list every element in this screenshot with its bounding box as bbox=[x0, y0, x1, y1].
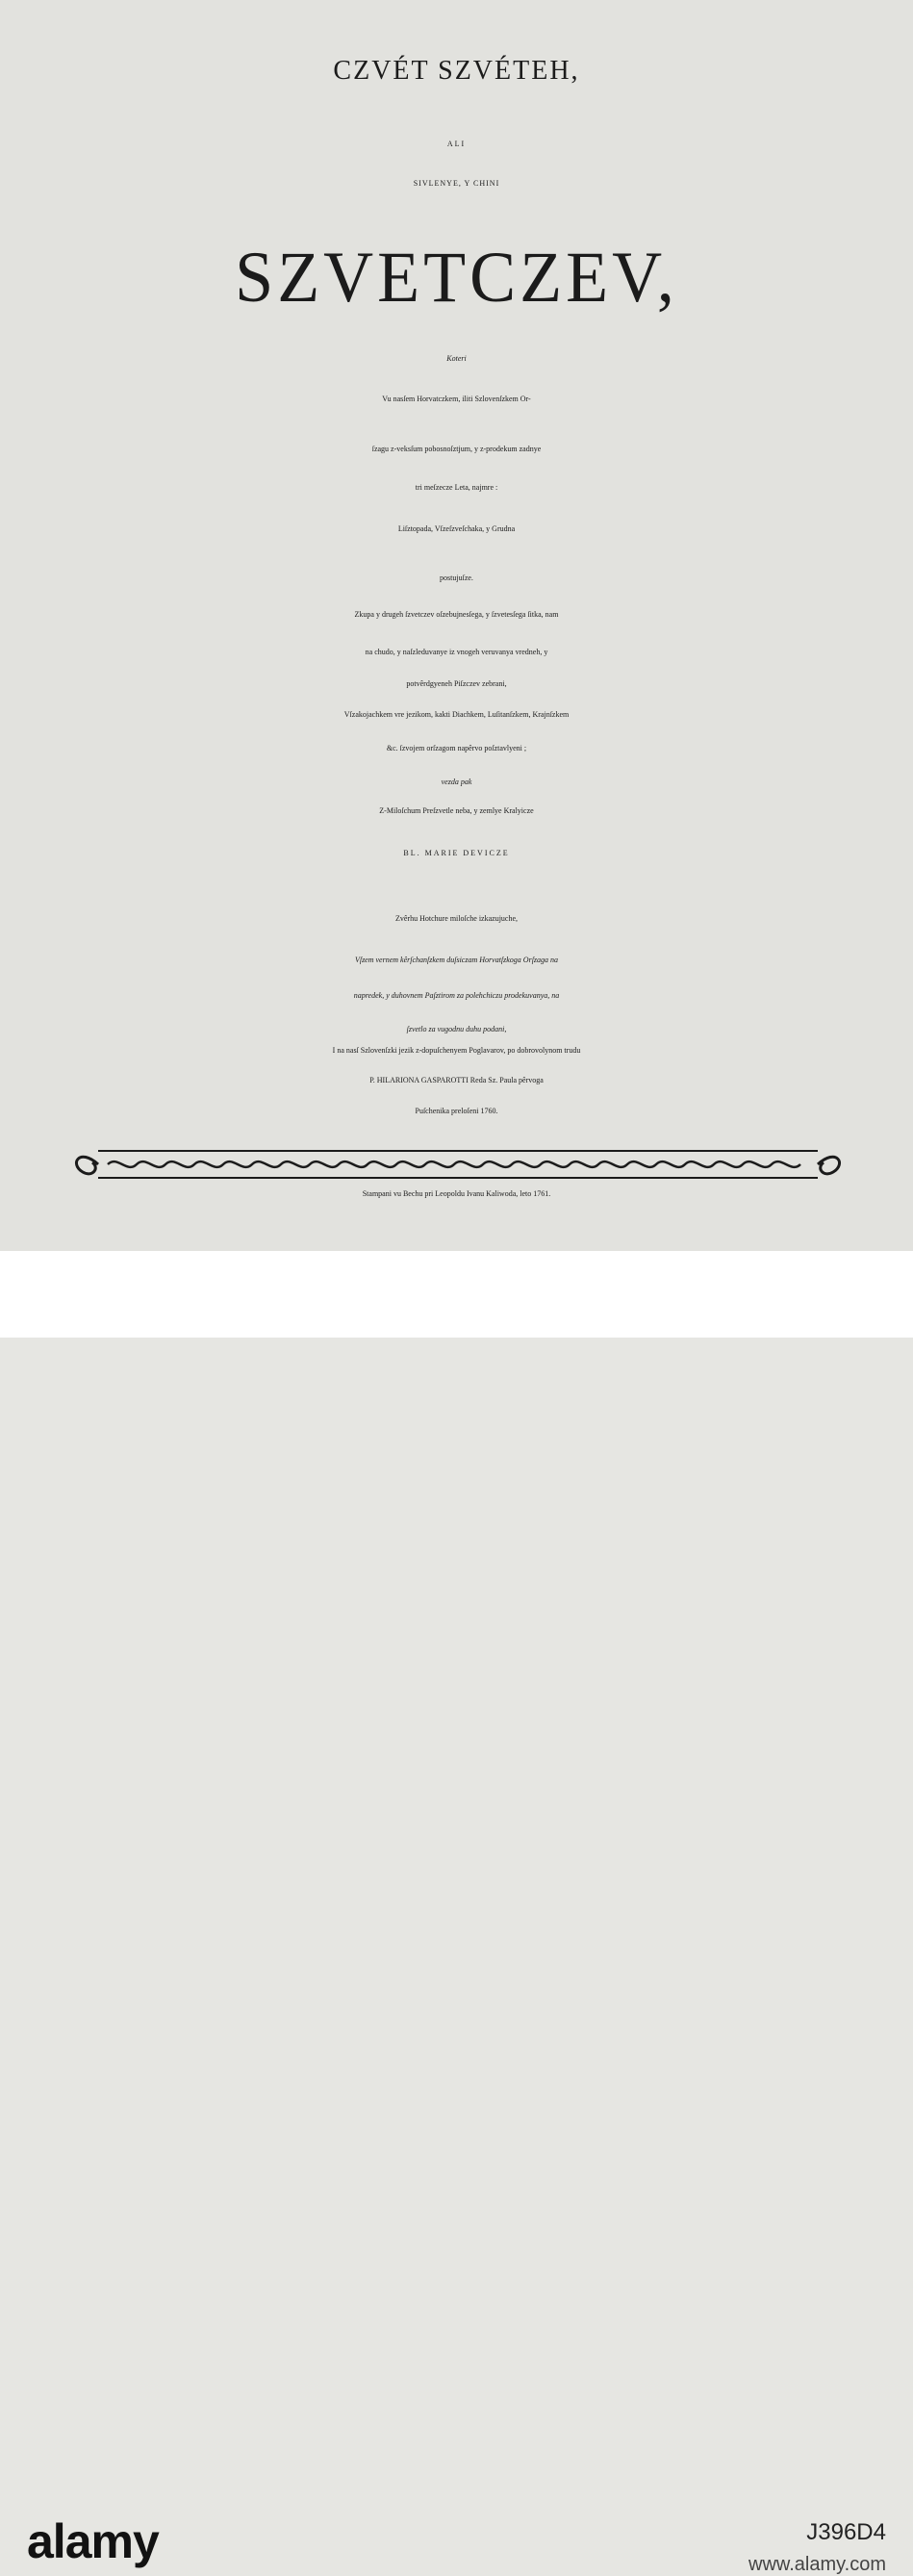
text-vezda-pak: vezda pak bbox=[441, 778, 472, 786]
text-line-7: ſzagu z-veksſum pobosnoſztjum, y z-prodekum zadnye bbox=[371, 445, 542, 453]
text-line-11: Zkupa y drugeh ſzvetczev oſzebujnesſega, y ſzvetesſega ſitka, nam bbox=[354, 610, 559, 619]
watermark-bar bbox=[0, 1251, 913, 2575]
text-line-19: Zvêrhu Hotchure miloſche izkazujuche, bbox=[394, 914, 519, 923]
text-line-15: &c. ſzvojem orſzagom napêrvo poſztavlyeni ; bbox=[386, 744, 527, 752]
text-line-12: na chudo, y naſzleduvanye iz vnogeh veruvanya vredneh, y bbox=[365, 648, 548, 656]
conjunction-ali: ALI bbox=[446, 140, 467, 148]
text-koteri: Koteri bbox=[446, 354, 467, 363]
text-line-8: tri meſzecze Leta, najmre : bbox=[415, 483, 498, 492]
text-line-14: Vſzakojachkem vre jezikom, kakti Diachkem, Luſitanſzkem, Krajnſzkem bbox=[343, 710, 570, 719]
text-line-22: ſzvetlo za vugodnu duhu podani, bbox=[406, 1025, 507, 1033]
months-line: Liſztopada, Vſzeſzveſchaka, y Grudna bbox=[397, 524, 516, 533]
alamy-logo: alamy bbox=[27, 2514, 159, 2568]
translation-year-line: Puſchenika preloſeni 1760. bbox=[415, 1107, 498, 1115]
text-line-10: postujuſze. bbox=[440, 574, 473, 582]
watermark-url: www.alamy.com bbox=[748, 2554, 886, 2575]
image-code: J396D4 bbox=[806, 2519, 886, 2545]
text-line-13: potvêrdgyeneh Piſzczev zebrani, bbox=[406, 679, 507, 688]
imprint-line: Stampani vu Bechu pri Leopoldu Ivanu Kaliwoda, leto 1761. bbox=[362, 1189, 551, 1198]
main-title: CZVÉT SZVÉTEH, bbox=[333, 56, 580, 86]
ornament-divider bbox=[69, 1143, 847, 1186]
title-page bbox=[0, 0, 913, 1251]
title-szvetczev: SZVETCZEV, bbox=[235, 237, 678, 318]
text-line-21: napredek, y duhovnem Paſztirom za polehchiczu prodekuvanya, na bbox=[353, 991, 560, 1000]
text-line-6: Vu nasſem Horvatczkem, iliti Szlovenſzkem Or- bbox=[382, 395, 531, 403]
text-line-23: I na nasſ Szlovenſzki jezik z-dopuſchenyem Poglavarov, po dobrovolynom trudu bbox=[332, 1046, 581, 1055]
subtitle-sivlenye: SIVLENYE, Y CHINI bbox=[413, 179, 500, 188]
text-line-17: Z-Miloſchum Preſzvetle neba, y zemlye Kralyicze bbox=[379, 806, 534, 815]
title-marie-devicze: BL. MARIE DEVICZE bbox=[403, 849, 510, 857]
author-line: P. HILARIONA GASPAROTTI Reda Sz. Paula pêrvoga bbox=[369, 1076, 544, 1084]
text-line-20: Vſzem vernem kêrſchanſzkem duſsiczam Horvatſzkoga Orſzaga na bbox=[354, 956, 559, 964]
